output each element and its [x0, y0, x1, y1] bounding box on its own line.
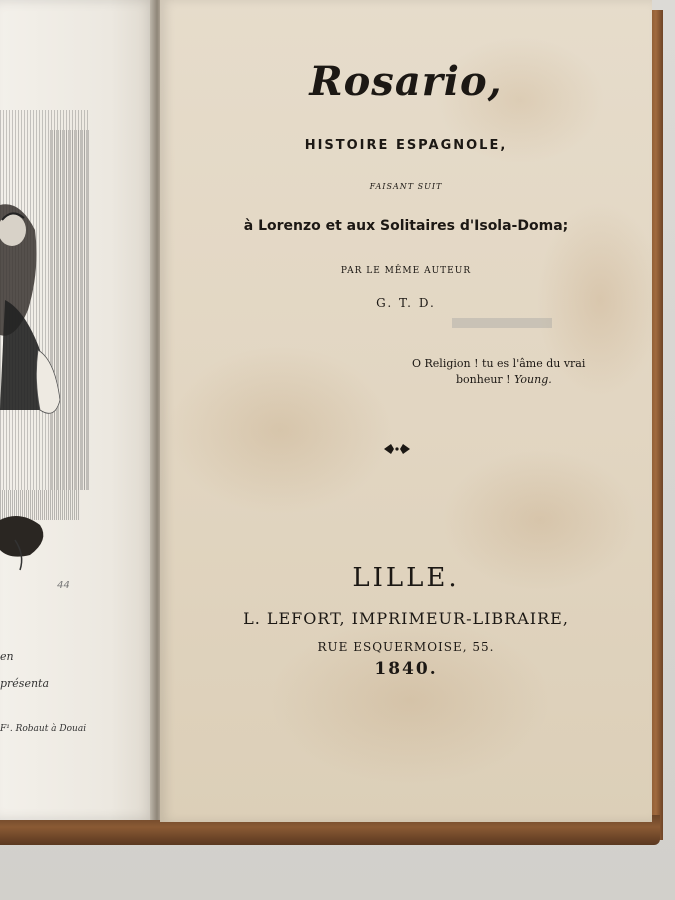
epigraph-line-1: O Religion ! tu es l'âme du vrai: [412, 357, 586, 370]
left-page-frontispiece: [0, 0, 158, 820]
epigraph-line-2: [412, 372, 585, 388]
epigraph-line-2-text: bonheur !: [456, 373, 511, 386]
sequel-line: à Lorenzo et aux Solitaires d'Isola-Doma;: [243, 218, 569, 234]
title-page: [160, 0, 652, 822]
plate-number: 44: [57, 580, 70, 591]
book-subtitle: HISTOIRE ESPAGNOLE,: [304, 138, 508, 153]
par-line: PAR LE MÊME AUTEUR: [340, 266, 472, 276]
publication-year: 1840.: [374, 659, 438, 679]
author-initials: G. T. D.: [376, 296, 436, 310]
book-title: Rosario,: [309, 58, 503, 105]
caption-line: présenta: [0, 677, 50, 690]
faisant-suite-line: FAISANT SUIT: [369, 182, 443, 191]
engraving-illustration: [0, 110, 90, 580]
publication-city: LILLE.: [352, 563, 460, 593]
engraver-credit: F¹. Robaut à Douai: [0, 724, 87, 734]
epigraph-attribution: Young.: [514, 373, 552, 386]
printer-name: L. LEFORT, IMPRIMEUR-LIBRAIRE,: [243, 609, 569, 628]
epigraph: [412, 356, 585, 388]
faded-stamp: [452, 316, 552, 330]
caption-line: en: [0, 650, 14, 663]
ornament-icon: [382, 442, 412, 456]
printer-address: RUE ESQUERMOISE, 55.: [317, 640, 495, 654]
